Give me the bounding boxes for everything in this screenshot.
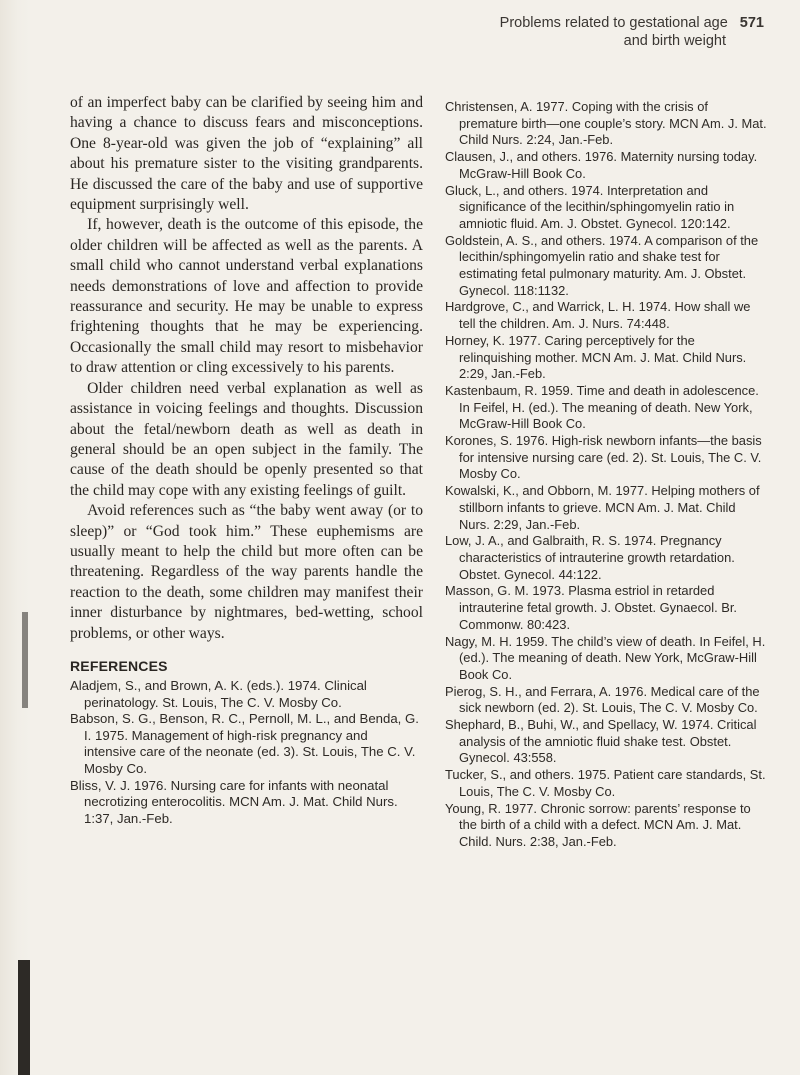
running-header <box>500 14 764 50</box>
reference-entry: Korones, S. 1976. High-risk newborn infants—the basis for intensive nursing care (ed. 2). St. Louis, The C. V. Mosby Co. <box>445 433 762 482</box>
reference-entry: Young, R. 1977. Chronic sorrow: parents’ response to the birth of a child with a defect. MCN Am. J. Mat. Child. Nurs. 2:38, Jan.-Feb. <box>445 800 751 849</box>
reference-entry: Nagy, M. H. 1959. The child’s view of death. In Feifel, H. (ed.). The meaning of death. New York, McGraw-Hill Book Co. <box>445 633 766 682</box>
reference-entry: Masson, G. M. 1973. Plasma estriol in retarded intrauterine fetal growth. J. Obstet. Gynaecol. Br. Commonw. 80:423. <box>445 583 737 632</box>
body-paragraph: Older children need verbal explanation as well as assistance in voicing feelings and thoughts. Discussion about the fetal/newborn death as well as death in general should be an open subject in the family. The cause of the death should be openly presented so that the child may cope with any existing feelings of guilt. <box>70 379 423 499</box>
reference-list-right <box>445 99 767 851</box>
spine-shadow-mark <box>18 960 30 1075</box>
page-number: 571 <box>739 15 764 31</box>
running-title-line1: Problems related to gestational age <box>499 15 728 31</box>
reference-entry: Kowalski, K., and Obborn, M. 1977. Helping mothers of stillborn infants to grieve. MCN Am. J. Mat. Child Nurs. 2:29, Jan.-Feb. <box>445 483 760 532</box>
body-paragraph: If, however, death is the outcome of this episode, the older children will be affected as well as the parents. A small child who cannot understand verbal explanations needs demonstrations of love and affection to provide reassurance and security. He may be unable to express frightening thoughts that he may be experiencing. Occasionally the small child may resort to misbehavior to draw attention or cling excessively to his parents. <box>70 216 423 377</box>
reference-entry: Gluck, L., and others. 1974. Interpretation and significance of the lecithin/sphingomyelin ratio in amniotic fluid. Am. J. Obstet. Gynecol. 120:142. <box>445 182 735 231</box>
reference-entry: Low, J. A., and Galbraith, R. S. 1974. Pregnancy characteristics of intrauterine growth retardation. Obstet. Gynecol. 44:122. <box>445 533 735 582</box>
running-title-line2: and birth weight <box>623 33 726 49</box>
body-text <box>70 93 423 644</box>
reference-entry: Horney, K. 1977. Caring perceptively for the relinquishing mother. MCN Am. J. Mat. Child Nurs. 2:29, Jan.-Feb. <box>445 332 747 382</box>
body-paragraph: Avoid references such as “the baby went away (or to sleep)” or “God took him.” These euphemisms are usually meant to help the child but more often can be threatening. Regardless of the way parents handle the reaction to the death, some children may manifest their inner disturbance by nightmares, bed-wetting, school problems, or other ways. <box>70 502 423 642</box>
reference-entry: Tucker, S., and others. 1975. Patient care standards, St. Louis, The C. V. Mosby Co. <box>445 767 766 799</box>
reference-entry: Pierog, S. H., and Ferrara, A. 1976. Medical care of the sick newborn (ed. 2). St. Louis, The C. V. Mosby Co. <box>445 683 760 716</box>
reference-entry: Aladjem, S., and Brown, A. K. (eds.). 1974. Clinical perinatology. St. Louis, The C. V. Mosby Co. <box>70 677 367 710</box>
book-spine-edge <box>0 0 30 1075</box>
reference-list-left <box>70 678 423 827</box>
reference-entry: Babson, S. G., Benson, R. C., Pernoll, M. L., and Benda, G. I. 1975. Management of high-risk pregnancy and intensive care of the neonate (ed. 3). St. Louis, The C. V. Mosby Co. <box>70 711 419 776</box>
spine-shadow-mark <box>22 612 28 708</box>
reference-entry: Kastenbaum, R. 1959. Time and death in adolescence. In Feifel, H. (ed.). The meaning of death. New York, McGraw-Hill Book Co. <box>445 382 759 432</box>
right-column <box>445 99 767 851</box>
reference-entry: Goldstein, A. S., and others. 1974. A comparison of the lecithin/sphingomyelin ratio and shake test for estimating fetal pulmonary maturity. Am. J. Obstet. Gynecol. 118:1132. <box>445 232 759 298</box>
reference-entry: Shephard, B., Buhi, W., and Spellacy, W. 1974. Critical analysis of the amniotic fluid shake test. Obstet. Gynecol. 43:558. <box>445 717 757 766</box>
reference-entry: Hardgrove, C., and Warrick, L. H. 1974. How shall we tell the children. Am. J. Nurs. 74:448. <box>445 299 751 332</box>
left-column <box>70 93 423 827</box>
reference-entry: Bliss, V. J. 1976. Nursing care for infants with neonatal necrotizing enterocolitis. MCN Am. J. Mat. Child Nurs. 1:37, Jan.-Feb. <box>70 777 398 826</box>
references-heading: REFERENCES <box>70 657 168 674</box>
body-paragraph: of an imperfect baby can be clarified by seeing him and having a chance to discuss fears and misconceptions. One 8-year-old was given the job of “explaining” all about his premature sister to the visiting grandparents. He discussed the care of the baby and use of supportive equipment surprisingly well. <box>70 94 423 214</box>
reference-entry: Christensen, A. 1977. Coping with the crisis of premature birth—one couple’s story. MCN Am. J. Mat. Child Nurs. 2:24, Jan.-Feb. <box>445 99 767 148</box>
reference-entry: Clausen, J., and others. 1976. Maternity nursing today. McGraw-Hill Book Co. <box>445 149 758 181</box>
